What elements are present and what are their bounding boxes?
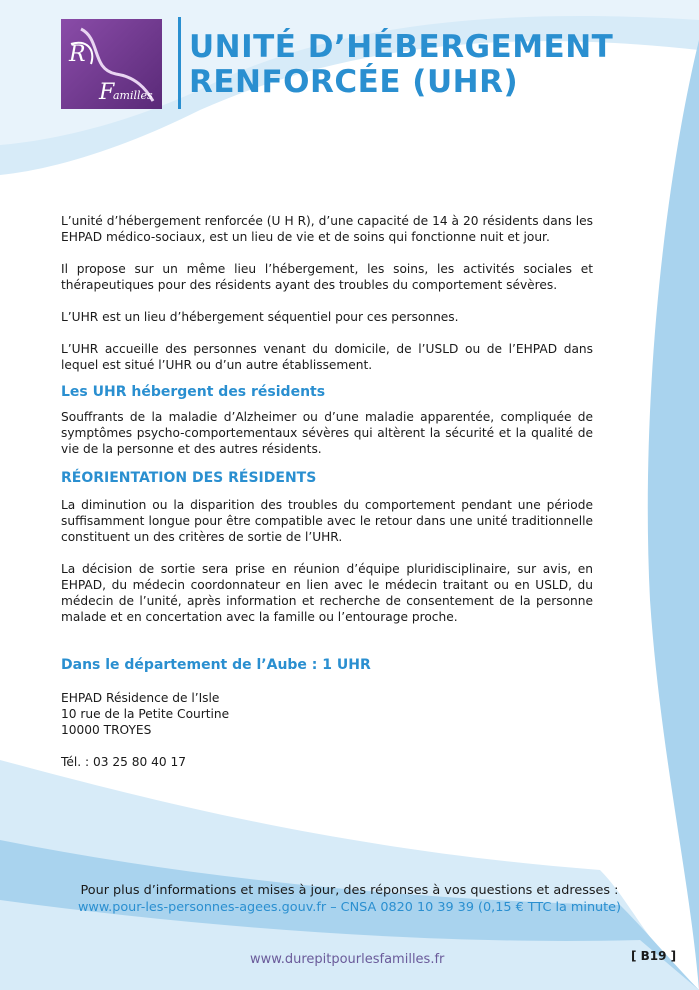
paragraph-residents: Souffrants de la maladie d’Alzheimer ou d’une maladie apparentée, compliquée de symptômes psycho-comportementaux sévères qui altèrent la sécurité et la qualité de vie de la personne et des autres résidents. [61,410,593,456]
footer-info [0,882,699,916]
title-line-2: RENFORCÉE (UHR) [189,64,519,100]
address-line-3: 10000 TROYES [61,723,152,737]
address-line-1: EHPAD Résidence de l’Isle [61,691,220,705]
footer-link-line[interactable]: www.pour-les-personnes-agees.gouv.fr – CNSA 0820 10 39 39 (0,15 € TTC la minute) [77,900,622,915]
page-number: [ B19 ] [631,949,677,963]
heading-residents: Les UHR hébergent des résidents [61,384,326,400]
logo-ribbon-icon [61,19,162,109]
main-content [61,213,593,770]
paragraph-sequential: L’UHR est un lieu d’hébergement séquentiel pour ces personnes. [61,310,459,324]
paragraph-admission: L’UHR accueille des personnes venant du domicile, de l’USLD ou de l’EHPAD dans lequel est situé l’UHR ou d’un autre établissement. [61,342,593,372]
footer-line-1: Pour plus d’informations et mises à jour, des réponses à vos questions et adresses : [80,883,619,898]
title-divider [178,17,181,109]
telephone: Tél. : 03 25 80 40 17 [61,755,187,769]
heading-departement: Dans le département de l’Aube : 1 UHR [61,657,371,673]
svg-text:R: R [69,42,86,67]
svg-text:F: F [99,80,115,105]
logo [61,19,162,109]
title-line-1: UNITÉ D’HÉBERGEMENT [189,29,614,65]
heading-reorientation: RÉORIENTATION DES RÉSIDENTS [61,470,317,486]
svg-text:amilles: amilles [113,89,153,102]
page-title [189,30,613,100]
website-link[interactable]: www.durepitpourlesfamilles.fr [250,952,445,967]
paragraph-reorientation: La diminution ou la disparition des troubles du comportement pendant une période suffisamment longue pour être compatible avec le retour dans une unité traditionnelle constituent un des critères de sortie de l’UHR. [61,498,593,544]
address-line-2: 10 rue de la Petite Courtine [61,707,230,721]
paragraph-decision: La décision de sortie sera prise en réunion d’équipe pluridisciplinaire, sur avis, en EHPAD, du médecin coordonnateur en lien avec le médecin traitant ou en USLD, du médecin de l’unité, après information et recherche de consentement de la personne malade et en concertation avec la famille ou l’entourage proche. [61,562,593,624]
paragraph-services: Il propose sur un même lieu l’hébergement, les soins, les activités sociales et thérapeutiques pour des résidents ayant des troubles du comportement sévères. [61,262,593,292]
paragraph-intro: L’unité d’hébergement renforcée (U H R), d’une capacité de 14 à 20 résidents dans les EHPAD médico-sociaux, est un lieu de vie et de soins qui fonctionne nuit et jour. [61,214,593,244]
